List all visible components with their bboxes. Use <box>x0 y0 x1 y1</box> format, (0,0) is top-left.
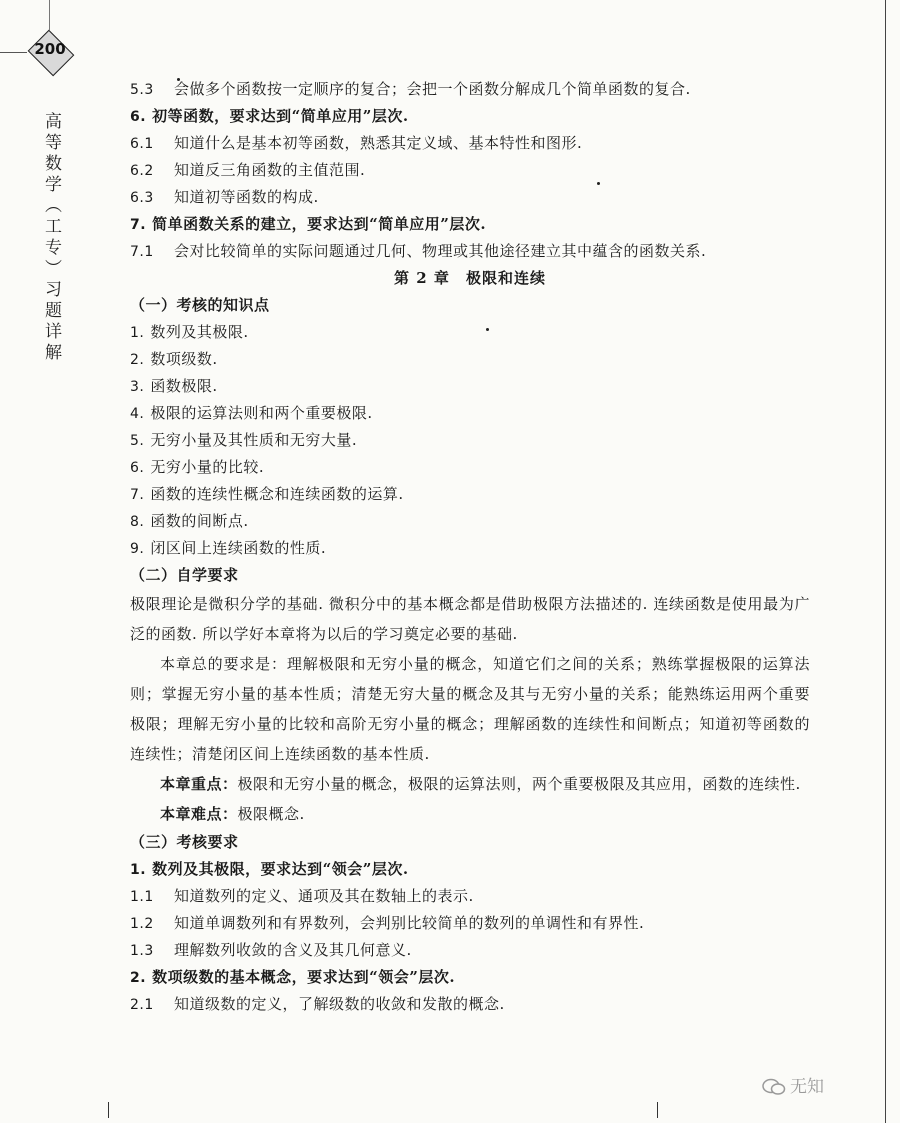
text-line <box>130 991 810 1018</box>
item-text: 会做多个函数按一定顺序的复合；会把一个函数分解成几个简单函数的复合. <box>174 80 691 98</box>
item-text: 知道级数的定义，了解级数的收敛和发散的概念. <box>174 995 505 1013</box>
item-text: 函数极限. <box>150 377 218 395</box>
item-number: 6.3 <box>130 190 154 206</box>
item-text: 无穷小量及其性质和无穷大量. <box>150 431 358 449</box>
item-text: 知道数列的定义、通项及其在数轴上的表示. <box>174 887 474 905</box>
chapter-title <box>130 265 810 292</box>
paragraph: 极限理论是微积分学的基础. 微积分中的基本概念都是借助极限方法描述的. 连续函数是使用最为广泛的函数. 所以学好本章将为以后的学习奠定必要的基础. <box>130 595 810 643</box>
item-text: 初等函数，要求达到“简单应用”层次. <box>152 107 409 125</box>
item-number: 3. <box>130 379 145 395</box>
item-number: 4. <box>130 406 145 422</box>
item-text: 无穷小量的比较. <box>150 458 265 476</box>
section-heading <box>130 103 810 130</box>
section-heading: （一）考核的知识点 <box>130 296 270 314</box>
item-text: 数列及其极限，要求达到“领会”层次. <box>152 860 409 878</box>
item-number: 1. <box>130 862 147 878</box>
list-item <box>130 481 810 508</box>
paragraph: 本章总的要求是：理解极限和无穷小量的概念，知道它们之间的关系；熟练掌握极限的运算法则；掌握无穷小量的基本性质；清楚无穷大量的概念及其与无穷小量的关系；能熟练运用两个重要极限；理解无穷小量的比较和高阶无穷小量的概念；理解函数的连续性和间断点；知道初等函数的连续性；清楚闭区间上连续函数的基本性质. <box>130 655 810 763</box>
text-line <box>130 238 810 265</box>
item-text: 知道什么是基本初等函数，熟悉其定义域、基本特性和图形. <box>174 134 583 152</box>
list-item <box>130 508 810 535</box>
item-number: 5. <box>130 433 145 449</box>
key-points-text: 极限和无穷小量的概念，极限的运算法则，两个重要极限及其应用，函数的连续性. <box>237 775 801 793</box>
list-item <box>130 346 810 373</box>
item-number: 7. <box>130 217 147 233</box>
item-text: 知道单调数列和有界数列，会判别比较简单的数列的单调性和有界性. <box>174 914 645 932</box>
item-number: 6.2 <box>130 163 154 179</box>
margin-rule <box>49 0 50 30</box>
difficulty-paragraph <box>130 799 810 829</box>
chapter-number: 第 2 章 <box>394 269 450 287</box>
item-text: 闭区间上连续函数的性质. <box>150 539 327 557</box>
text-line <box>130 883 810 910</box>
text-line <box>130 184 810 211</box>
section-heading: （三）考核要求 <box>130 833 239 851</box>
difficulty-label: 本章难点： <box>160 805 238 823</box>
page-body <box>130 76 810 1018</box>
section-heading <box>130 211 810 238</box>
wechat-icon <box>762 1078 786 1096</box>
item-number: 2.1 <box>130 997 154 1013</box>
text-line <box>130 76 810 103</box>
crop-mark <box>108 1102 109 1118</box>
list-item <box>130 535 810 562</box>
item-text: 数项级数. <box>150 350 218 368</box>
watermark-text: 无知 <box>790 1077 824 1097</box>
item-text: 知道反三角函数的主值范围. <box>174 161 366 179</box>
section-heading: （二）自学要求 <box>130 566 239 584</box>
item-text: 会对比较简单的实际问题通过几何、物理或其他途径建立其中蕴含的函数关系. <box>174 242 707 260</box>
item-text: 简单函数关系的建立，要求达到“简单应用”层次. <box>152 215 487 233</box>
page-number: 200 <box>34 40 66 58</box>
item-number: 8. <box>130 514 145 530</box>
text-line <box>130 910 810 937</box>
text-line <box>130 157 810 184</box>
item-number: 5.3 <box>130 82 154 98</box>
item-number: 6. <box>130 109 147 125</box>
item-text: 理解数列收敛的含义及其几何意义. <box>174 941 412 959</box>
section-heading <box>130 856 810 883</box>
list-item <box>130 454 810 481</box>
crop-mark <box>657 1102 658 1118</box>
item-number: 6.1 <box>130 136 154 152</box>
item-text: 数列及其极限. <box>150 323 249 341</box>
text-line <box>130 130 810 157</box>
watermark <box>762 1072 824 1097</box>
item-number: 1.3 <box>130 943 154 959</box>
section-heading <box>130 964 810 991</box>
item-number: 2. <box>130 352 145 368</box>
text-line <box>130 937 810 964</box>
key-points-label: 本章重点： <box>160 775 238 793</box>
key-points-paragraph <box>130 769 810 799</box>
header-rule <box>0 52 27 53</box>
item-number: 2. <box>130 970 147 986</box>
item-text: 函数的间断点. <box>150 512 249 530</box>
running-book-title: 高等数学（工专）习题详解 <box>41 112 61 364</box>
difficulty-text: 极限概念. <box>237 805 305 823</box>
item-number: 1.2 <box>130 916 154 932</box>
item-text: 数项级数的基本概念，要求达到“领会”层次. <box>152 968 456 986</box>
item-number: 1.1 <box>130 889 154 905</box>
list-item <box>130 319 810 346</box>
list-item <box>130 400 810 427</box>
page-edge <box>885 0 886 1123</box>
item-number: 9. <box>130 541 145 557</box>
item-number: 1. <box>130 325 145 341</box>
item-number: 6. <box>130 460 145 476</box>
item-number: 7.1 <box>130 244 154 260</box>
item-text: 函数的连续性概念和连续函数的运算. <box>150 485 404 503</box>
item-number: 7. <box>130 487 145 503</box>
list-item <box>130 373 810 400</box>
chapter-name: 极限和连续 <box>465 269 546 287</box>
item-text: 极限的运算法则和两个重要极限. <box>150 404 373 422</box>
item-text: 知道初等函数的构成. <box>174 188 319 206</box>
list-item <box>130 427 810 454</box>
